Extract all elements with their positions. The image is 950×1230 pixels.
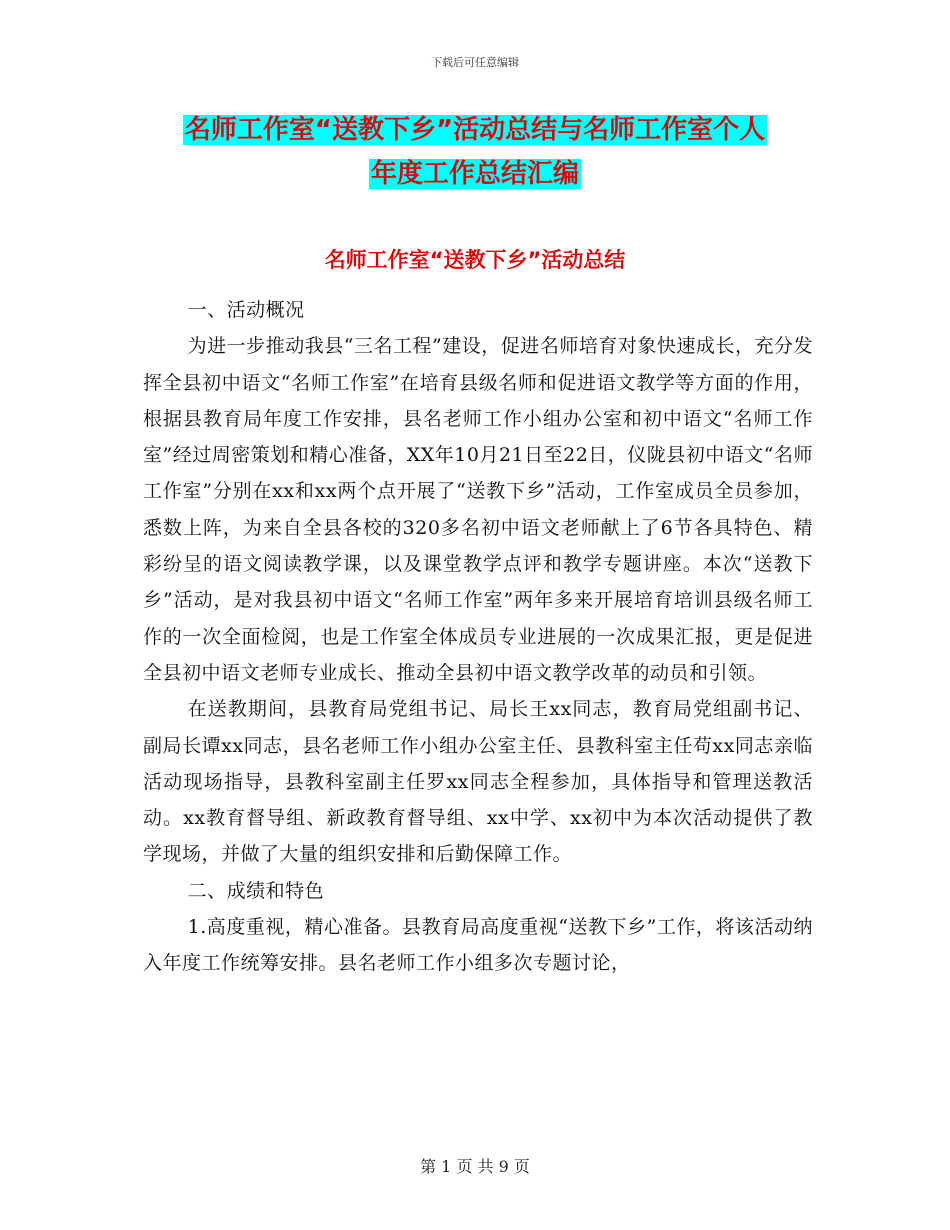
section-title: 名师工作室“送教下乡”活动总结 — [324, 248, 626, 272]
paragraph: 在送教期间，县教育局党组书记、局长王xx同志，教育局党组副书记、副局长谭xx同志，县名老师工作小组办公室主任、县教科室主任苟xx同志亲临活动现场指导，县教科室副主任罗xx同志全程参加，具体指导和管理送教活动。xx教育督导组、新政教育督导组、xx中学、xx初中为本次活动提供了教学现场，并做了大量的组织安排和后勤保障工作。 — [143, 698, 813, 866]
page-footer: 第 1 页 共 9 页 — [420, 1157, 530, 1176]
title-line-1: 名师工作室“送教下乡”活动总结与名师工作室个人 — [184, 115, 766, 145]
paragraph-heading-results: 二、成绩和特色 — [187, 879, 325, 902]
paragraph: 1.高度重视，精心准备。县教育局高度重视“送教下乡”工作，将该活动纳入年度工作统筹安排。县名老师工作小组多次专题讨论， — [143, 916, 813, 975]
document-title — [0, 108, 950, 196]
paragraph-heading-overview: 一、活动概况 — [187, 299, 305, 321]
title-line-2: 年度工作总结汇编 — [370, 159, 579, 189]
paragraph: 为进一步推动我县“三名工程”建设，促进名师培育对象快速成长，充分发挥全县初中语文“名师工作室”在培育县级名师和促进语文教学等方面的作用，根据县教育局年度工作安排，县名老师工作小组办公室和初中语文“名师工作室”经过周密策划和精心准备，XX年10月21日至22日，仪陇县初中语文“名师工作室”分别在xx和xx两个点开展了“送教下乡”活动，工作室成员全员参加，悉数上阵，为来自全县各校的320多名初中语文老师献上了6节各具特色、精彩纷呈的语文阅读教学课，以及课堂教学点评和教学专题讲座。本次“送教下乡”活动，是对我县初中语文“名师工作室”两年多来开展培育培训县级名师工作的一次全面检阅，也是工作室全体成员专业进展的一次成果汇报，更是促进全县初中语文老师专业成长、推动全县初中语文教学改革的动员和引领。 — [143, 335, 814, 684]
page-header: 下载后可任意编辑 — [431, 56, 519, 69]
body-text — [143, 292, 813, 982]
